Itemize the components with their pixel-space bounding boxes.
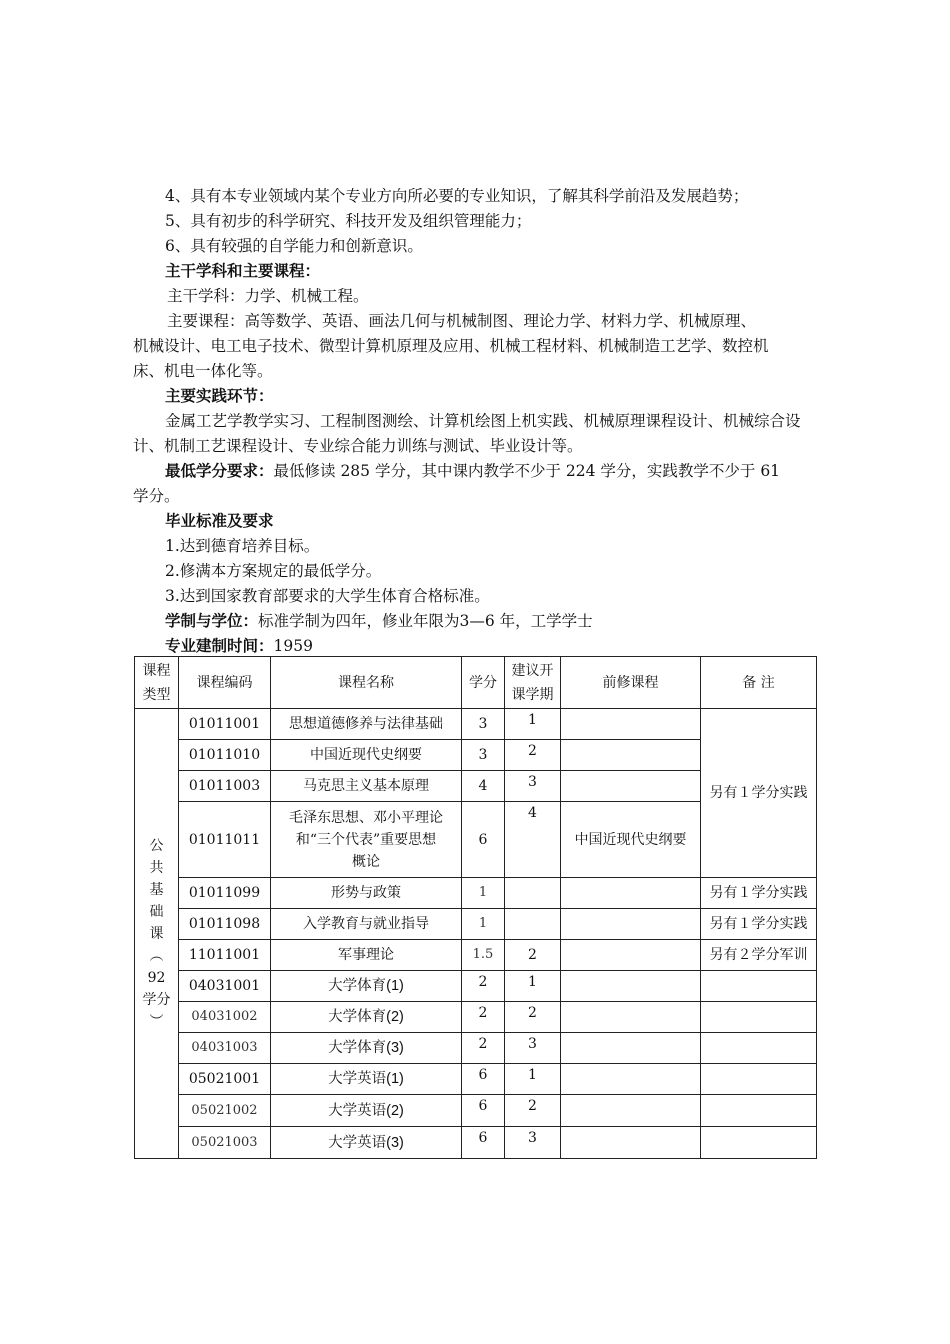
course-term: 1 [505,1064,561,1095]
main-courses-line: 主要课程：高等数学、英语、画法几何与机械制图、理论力学、材料力学、机械原理、 [167,312,757,330]
requirement-item: 6、具有较强的自学能力和创新意识。 [165,237,423,255]
main-courses-line: 机械设计、电工电子技术、微型计算机原理及应用、机械工程材料、机械制造工艺学、数控机 [133,337,769,355]
course-note [701,1095,817,1127]
practice-heading: 主要实践环节： [165,387,274,405]
course-prereq [561,940,701,971]
table-row [135,709,817,740]
course-table [134,656,817,1159]
course-prereq [561,771,701,802]
course-prereq [561,878,701,909]
table-row [135,971,817,1002]
course-name: 军事理论 [271,940,462,971]
course-name: 大学体育(3) [271,1033,462,1064]
course-name: 大学英语(2) [271,1095,462,1127]
credits-text: 学分。 [133,487,180,505]
table-row [135,1095,817,1127]
course-prereq [561,1002,701,1033]
course-term: 2 [505,1095,561,1127]
course-name: 思想道德修养与法律基础 [271,709,462,740]
header-prereq: 前修课程 [561,657,701,709]
requirements-list [133,184,821,334]
course-prereq: 中国近现代史纲要 [561,802,701,878]
course-name: 大学体育(1) [271,971,462,1002]
table-row [135,940,817,971]
course-credit: 6 [462,1127,505,1159]
course-prereq [561,740,701,771]
course-credit: 6 [462,1095,505,1127]
requirement-item: 5、具有初步的科学研究、科技开发及组织管理能力； [165,212,532,230]
course-prereq [561,709,701,740]
course-code: 01011098 [179,909,271,940]
course-code: 01011003 [179,771,271,802]
header-credit: 学分 [462,657,505,709]
requirement-item: 4、具有本专业领域内某个专业方向所必要的专业知识，了解其科学前沿及发展趋势； [165,187,749,205]
table-row [135,909,817,940]
graduation-item: 3.达到国家教育部要求的大学生体育合格标准。 [165,587,490,605]
table-header-row [135,657,817,709]
graduation-section [133,509,821,659]
course-prereq [561,909,701,940]
course-note [701,971,817,1002]
course-term [505,909,561,940]
practice-cont [133,434,821,459]
table-row [135,1002,817,1033]
course-name: 马克思主义基本原理 [271,771,462,802]
course-credit: 6 [462,802,505,878]
course-code: 05021003 [179,1127,271,1159]
practice-section [133,384,821,434]
established-label: 专业建制时间： [165,637,274,655]
main-courses-cont [133,334,821,384]
course-credit: 2 [462,1033,505,1064]
degree-text: 标准学制为四年，修业年限为3—6 年，工学学士 [258,612,593,630]
course-name: 形势与政策 [271,878,462,909]
course-code: 01011001 [179,709,271,740]
course-term: 2 [505,740,561,771]
course-credit: 2 [462,1002,505,1033]
category-cell: 公 共 基 础 课 ︵ 92 学分 ︶ [135,709,179,1159]
course-credit: 4 [462,771,505,802]
course-code: 04031003 [179,1033,271,1064]
course-prereq [561,1033,701,1064]
course-term: 2 [505,940,561,971]
course-code: 01011099 [179,878,271,909]
table-row [135,1127,817,1159]
course-credit: 6 [462,1064,505,1095]
main-disciplines: 主干学科：力学、机械工程。 [167,287,369,305]
course-credit: 2 [462,971,505,1002]
disciplines-heading: 主干学科和主要课程： [165,262,321,280]
header-course-code: 课程编码 [179,657,271,709]
main-courses-line: 床、机电一体化等。 [133,362,273,380]
credits-label: 最低学分要求： [165,462,274,480]
course-term [505,878,561,909]
course-name: 大学英语(3) [271,1127,462,1159]
course-name: 入学教育与就业指导 [271,909,462,940]
course-prereq [561,1095,701,1127]
course-code: 05021002 [179,1095,271,1127]
practice-line: 计、机制工艺课程设计、专业综合能力训练与测试、毕业设计等。 [133,437,583,455]
credits-cont [133,484,821,509]
course-note: 另有２学分军训 [701,940,817,971]
graduation-item: 2.修满本方案规定的最低学分。 [165,562,382,580]
course-term: 3 [505,1033,561,1064]
course-code: 11011001 [179,940,271,971]
course-note: 另有１学分实践 [701,878,817,909]
course-credit: 1 [462,878,505,909]
table-row [135,1033,817,1064]
course-term: 2 [505,1002,561,1033]
established-year: 1959 [273,637,313,655]
course-note [701,1033,817,1064]
course-name: 毛泽东思想、邓小平理论 和“三个代表”重要思想 概论 [271,802,462,878]
course-name: 大学体育(2) [271,1002,462,1033]
course-note [701,1064,817,1095]
course-term: 4 [505,802,561,878]
course-term: 3 [505,771,561,802]
credits-text: 最低修读 285 学分，其中课内教学不少于 224 学分，实践教学不少于 61 [273,462,781,480]
course-code: 04031001 [179,971,271,1002]
course-credit: 3 [462,709,505,740]
course-note [701,1127,817,1159]
header-term: 建议开 课学期 [505,657,561,709]
course-prereq [561,1064,701,1095]
course-credit: 1.5 [462,940,505,971]
course-code: 05021001 [179,1064,271,1095]
graduation-item: 1.达到德育培养目标。 [165,537,320,555]
practice-line: 金属工艺学教学实习、工程制图测绘、计算机绘图上机实践、机械原理课程设计、机械综合设 [165,412,801,430]
course-name: 中国近现代史纲要 [271,740,462,771]
course-term: 1 [505,709,561,740]
course-name: 大学英语(1) [271,1064,462,1095]
course-note: 另有１学分实践 [701,909,817,940]
course-note [701,1002,817,1033]
credits-section [133,459,821,484]
header-note: 备 注 [701,657,817,709]
table-row [135,878,817,909]
course-code: 01011011 [179,802,271,878]
course-prereq [561,971,701,1002]
course-credit: 3 [462,740,505,771]
course-note-merged: 另有１学分实践 [701,709,817,878]
course-prereq [561,1127,701,1159]
course-term: 3 [505,1127,561,1159]
course-code: 01011010 [179,740,271,771]
header-course-type: 课程 类型 [135,657,179,709]
table-row [135,1064,817,1095]
degree-label: 学制与学位： [165,612,259,630]
header-course-name: 课程名称 [271,657,462,709]
course-credit: 1 [462,909,505,940]
graduation-heading: 毕业标准及要求 [165,512,274,530]
course-term: 1 [505,971,561,1002]
course-code: 04031002 [179,1002,271,1033]
